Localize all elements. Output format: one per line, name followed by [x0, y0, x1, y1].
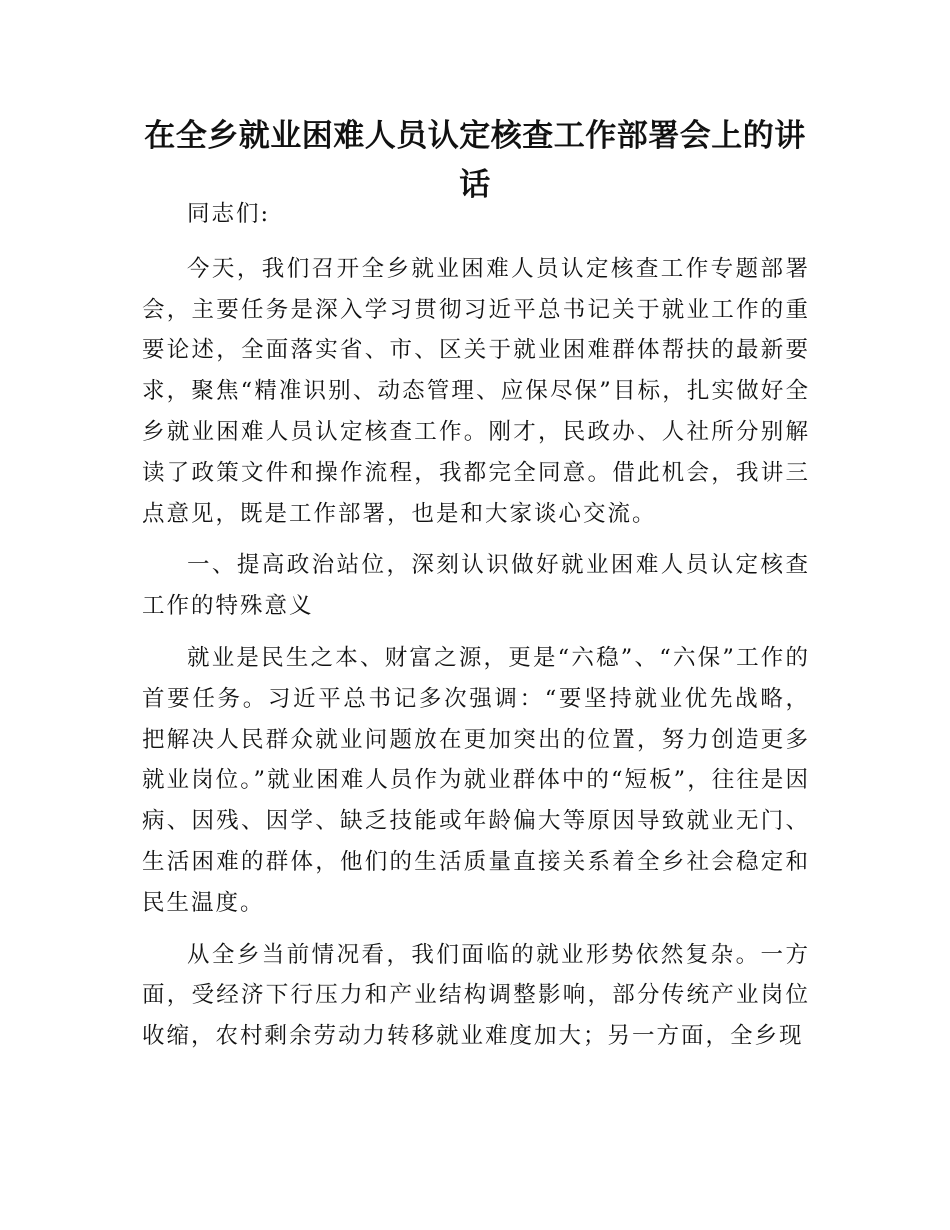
document-title: 在全乡就业困难人员认定核查工作部署会上的讲话 — [144, 118, 806, 203]
salutation: 同志们: — [187, 201, 271, 227]
paragraph-current-situation: 从全乡当前情况看，我们面临的就业形势依然复杂。一方面，受经济下行压力和产业结构调整影响，部分传统产业岗位收缩，农村剩余劳动力转移就业难度加大；另一方面，全乡现 — [142, 941, 810, 1050]
section-heading-1: 一、提高政治站位，深刻认识做好就业困难人员认定核查工作的特殊意义 — [142, 552, 810, 620]
paragraph-employment-importance: 就业是民生之本、财富之源，更是“六稳”、“六保”工作的首要任务。习近平总书记多次强调：“要坚持就业优先战略，把解决人民群众就业问题放在更加突出的位置，努力创造更多就业岗位。”就业困难人员作为就业群体中的“短板”，往往是因病、因残、因学、缺乏技能或年龄偏大等原因导致就业无门、生活困难的群体，他们的生活质量直接关系着全乡社会稳定和民生温度。 — [142, 644, 810, 916]
paragraph-opening: 今天，我们召开全乡就业困难人员认定核查工作专题部署会，主要任务是深入学习贯彻习近平总书记关于就业工作的重要论述，全面落实省、市、区关于就业困难群体帮扶的最新要求，聚焦“精准识别、动态管理、应保尽保”目标，扎实做好全乡就业困难人员认定核查工作。刚才，民政办、人社所分别解读了政策文件和操作流程，我都完全同意。借此机会，我讲三点意见，既是工作部署，也是和大家谈心交流。 — [142, 255, 810, 527]
document-body — [142, 194, 810, 1068]
